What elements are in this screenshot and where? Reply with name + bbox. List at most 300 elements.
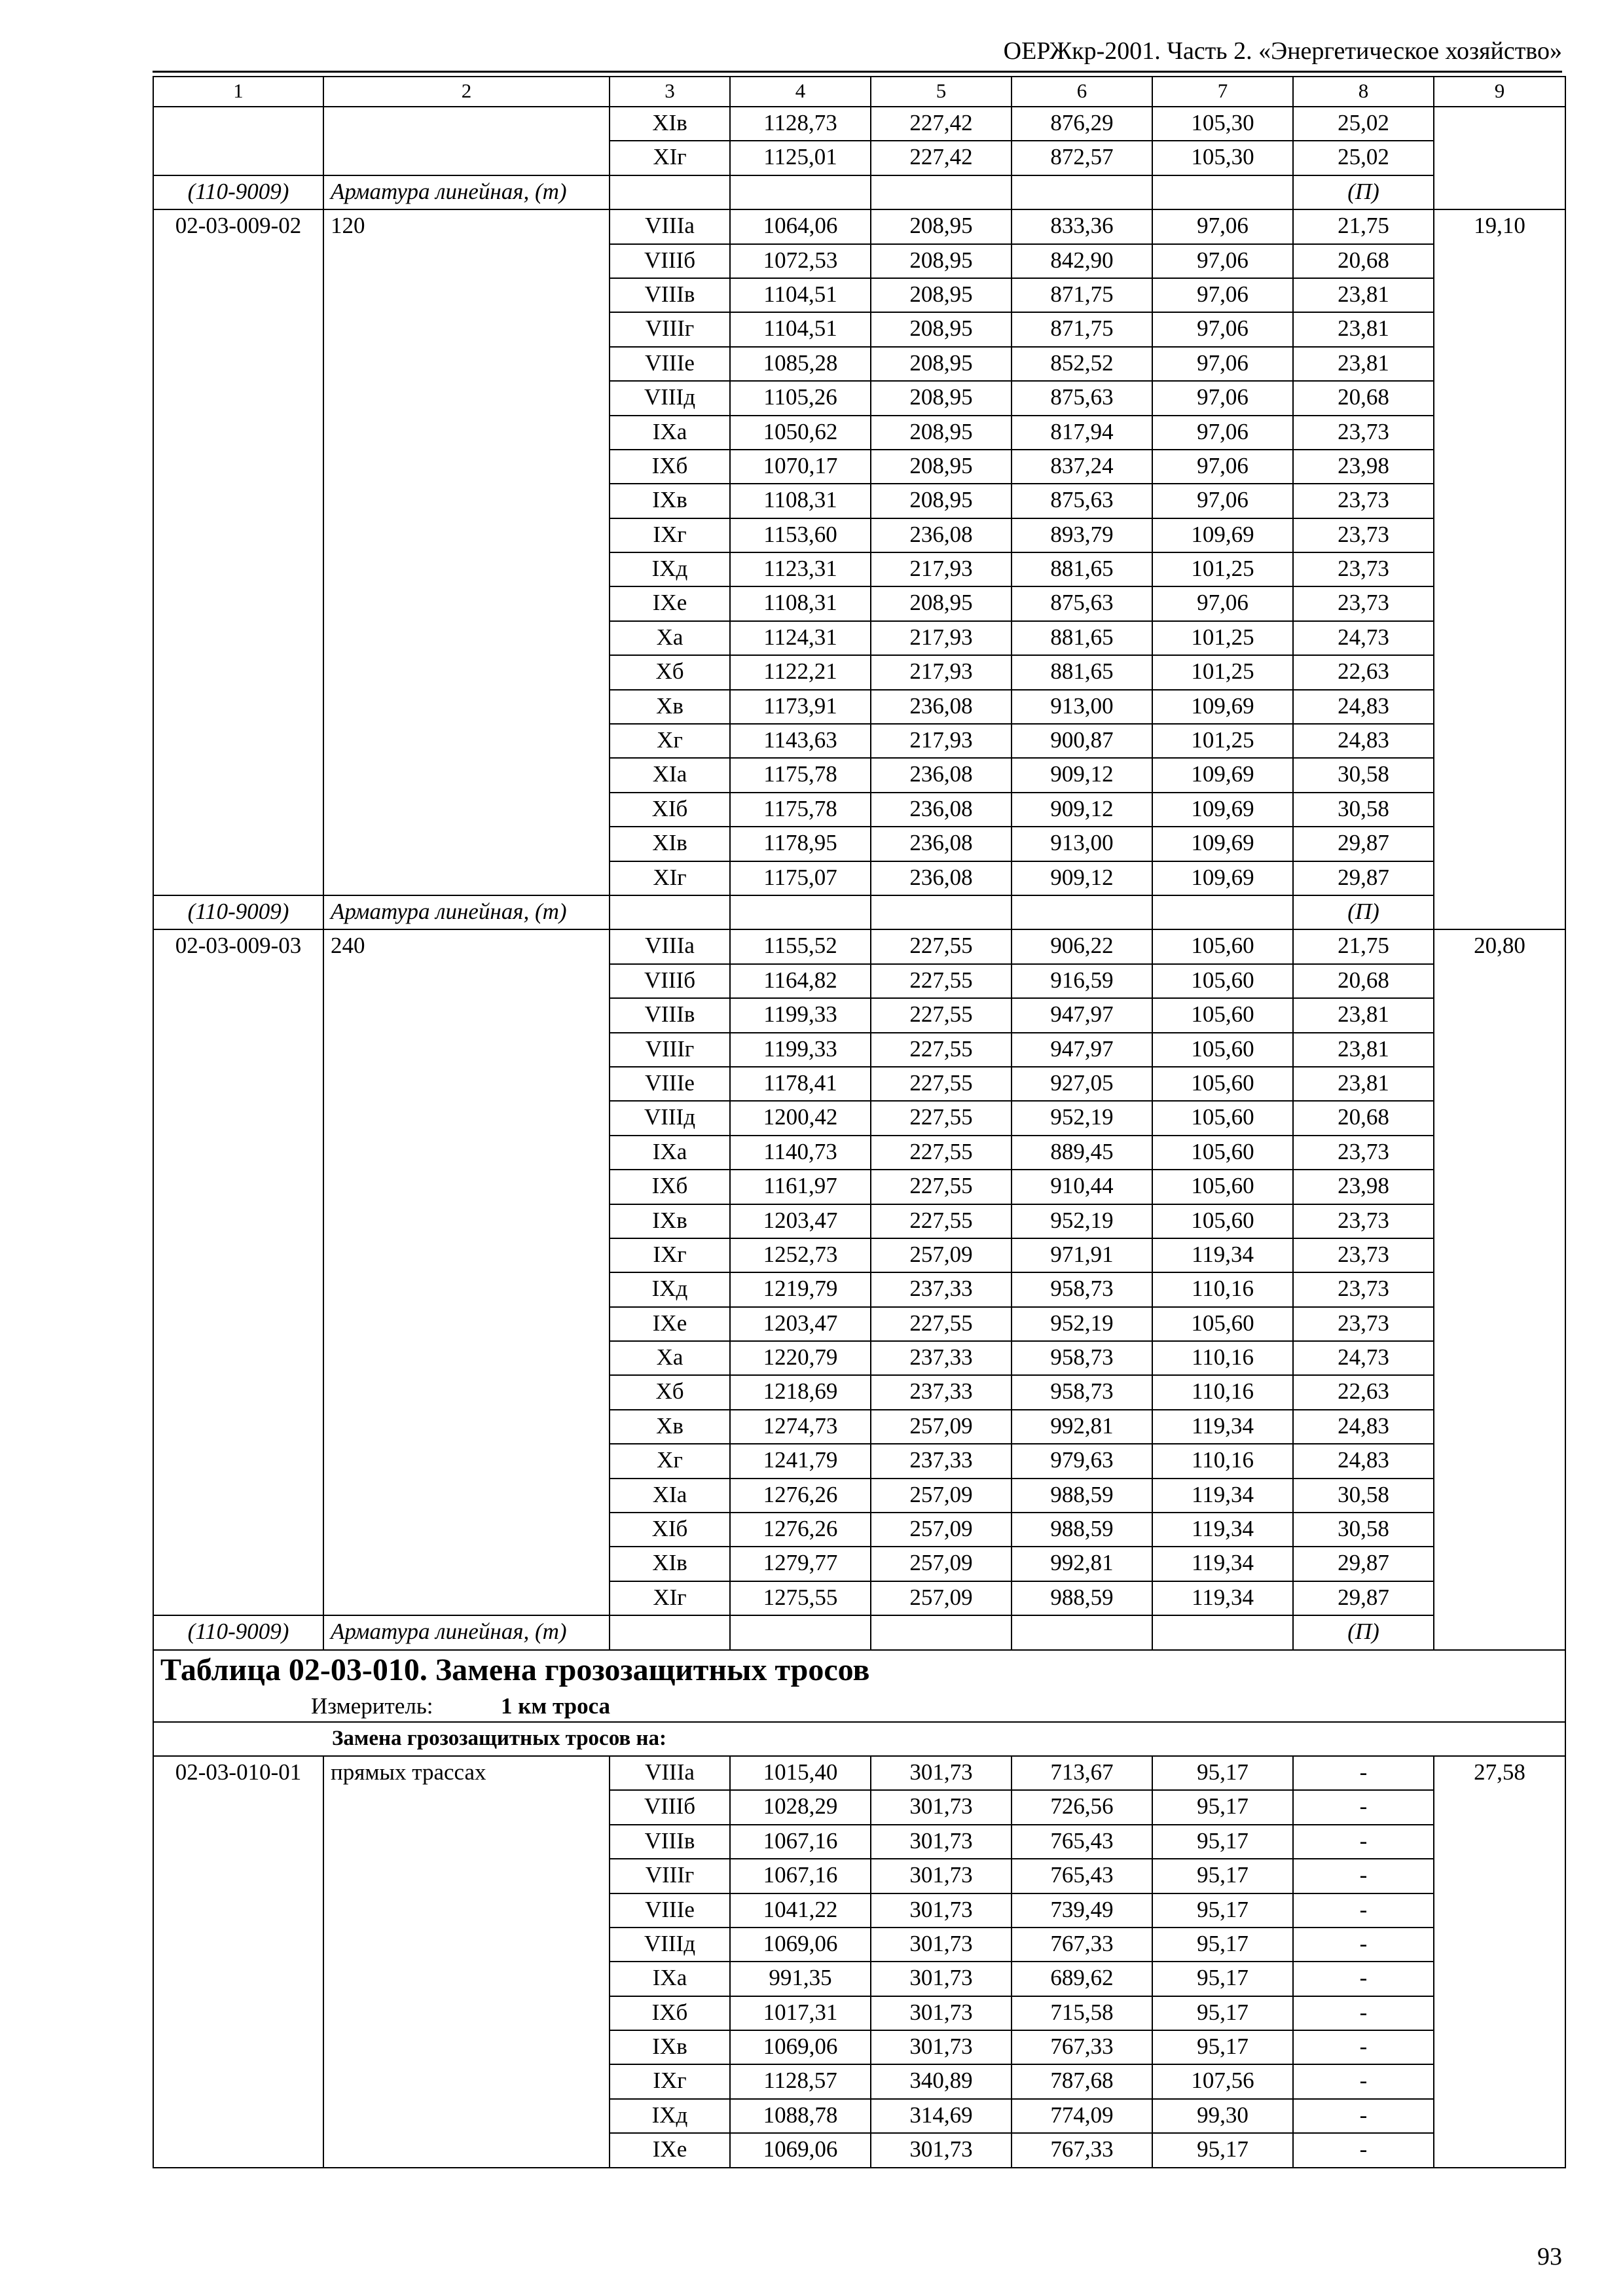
zone-cell: IXе: [610, 586, 730, 620]
machinist-wages-cell: 97,06: [1152, 450, 1293, 484]
wages-cell: 301,73: [871, 2030, 1012, 2064]
materials-cell: -: [1293, 1859, 1434, 1893]
empty-cell: [1152, 175, 1293, 209]
machinist-wages-cell: 119,34: [1152, 1410, 1293, 1444]
total-cost-cell: 1108,31: [730, 586, 871, 620]
rate-name: 240: [323, 929, 610, 1615]
machine-cost-cell: 833,36: [1012, 209, 1152, 243]
machinist-wages-cell: 105,60: [1152, 998, 1293, 1032]
wages-cell: 301,73: [871, 1790, 1012, 1824]
machine-cost-cell: 947,97: [1012, 1033, 1152, 1067]
machinist-wages-cell: 105,60: [1152, 1033, 1293, 1067]
total-cost-cell: 1064,06: [730, 209, 871, 243]
machine-cost-cell: 913,00: [1012, 690, 1152, 724]
total-cost-cell: 1178,95: [730, 827, 871, 861]
machinist-wages-cell: 105,60: [1152, 1067, 1293, 1101]
machine-cost-cell: 900,87: [1012, 724, 1152, 758]
materials-cell: -: [1293, 1825, 1434, 1859]
machine-cost-cell: 916,59: [1012, 964, 1152, 998]
materials-cell: -: [1293, 1962, 1434, 1996]
total-cost-cell: 1173,91: [730, 690, 871, 724]
zone-cell: Хв: [610, 690, 730, 724]
materials-cell: 20,68: [1293, 244, 1434, 278]
colnum-cell: 4: [730, 77, 871, 107]
machinist-wages-cell: 99,30: [1152, 2099, 1293, 2133]
machine-cost-cell: 958,73: [1012, 1272, 1152, 1306]
machine-cost-cell: 910,44: [1012, 1170, 1152, 1204]
empty-cell: [1152, 895, 1293, 929]
zone-cell: IXб: [610, 1170, 730, 1204]
zone-cell: ХIг: [610, 141, 730, 175]
subheading-row: [153, 1722, 1565, 1756]
total-cost-cell: 1067,16: [730, 1859, 871, 1893]
total-cost-cell: 1125,01: [730, 141, 871, 175]
colnum-cell: 8: [1293, 77, 1434, 107]
table-title-row: [153, 1650, 1565, 1722]
total-cost-cell: 1153,60: [730, 518, 871, 552]
machine-cost-cell: 889,45: [1012, 1136, 1152, 1170]
materials-cell: 30,58: [1293, 758, 1434, 792]
zone-cell: Хб: [610, 655, 730, 689]
machine-cost-cell: 988,59: [1012, 1581, 1152, 1615]
machine-cost-cell: 881,65: [1012, 621, 1152, 655]
wages-cell: 217,93: [871, 552, 1012, 586]
wages-cell: 257,09: [871, 1479, 1012, 1513]
materials-cell: 30,58: [1293, 793, 1434, 827]
machine-cost-cell: 689,62: [1012, 1962, 1152, 1996]
total-cost-cell: 1085,28: [730, 347, 871, 381]
empty-cell: [1012, 1615, 1152, 1649]
zone-cell: VIIIв: [610, 998, 730, 1032]
wages-cell: 227,55: [871, 1307, 1012, 1341]
running-header: ОЕРЖкр-2001. Часть 2. «Энергетическое хозяйство»: [1003, 37, 1562, 65]
machine-cost-cell: 893,79: [1012, 518, 1152, 552]
zone-cell: Хг: [610, 1444, 730, 1478]
total-cost-cell: 1069,06: [730, 1928, 871, 1962]
machinist-wages-cell: 119,34: [1152, 1547, 1293, 1581]
machinist-wages-cell: 97,06: [1152, 312, 1293, 346]
resource-name: Арматура линейная, (т): [323, 895, 610, 929]
machine-cost-cell: 837,24: [1012, 450, 1152, 484]
total-cost-cell: 1069,06: [730, 2030, 871, 2064]
machine-cost-cell: 787,68: [1012, 2064, 1152, 2098]
total-cost-cell: 1017,31: [730, 1996, 871, 2030]
machinist-wages-cell: 105,60: [1152, 1204, 1293, 1238]
machinist-wages-cell: 101,25: [1152, 655, 1293, 689]
colnum-cell: 1: [153, 77, 323, 107]
subheading: Замена грозозащитных тросов на:: [153, 1722, 1565, 1756]
machinist-wages-cell: 109,69: [1152, 758, 1293, 792]
zone-cell: VIIIе: [610, 1067, 730, 1101]
machinist-wages-cell: 109,69: [1152, 861, 1293, 895]
machinist-wages-cell: 105,60: [1152, 1101, 1293, 1135]
wages-cell: 227,55: [871, 1067, 1012, 1101]
total-cost-cell: 1069,06: [730, 2133, 871, 2167]
machine-cost-cell: 726,56: [1012, 1790, 1152, 1824]
rate-code: 02-03-010-01: [153, 1756, 323, 2168]
table-row: [153, 929, 1565, 963]
colnum-cell: 9: [1434, 77, 1565, 107]
resource-code: (110-9009): [153, 175, 323, 209]
materials-cell: 30,58: [1293, 1513, 1434, 1547]
measure-value: 1 км троса: [501, 1693, 611, 1719]
total-cost-cell: 1220,79: [730, 1341, 871, 1375]
total-cost-cell: 1199,33: [730, 1033, 871, 1067]
total-cost-cell: 1275,55: [730, 1581, 871, 1615]
materials-cell: 23,98: [1293, 450, 1434, 484]
materials-cell: -: [1293, 2133, 1434, 2167]
machinist-wages-cell: 105,30: [1152, 107, 1293, 141]
total-cost-cell: 1088,78: [730, 2099, 871, 2133]
total-cost-cell: 1067,16: [730, 1825, 871, 1859]
rate-col9: 19,10: [1434, 209, 1565, 929]
zone-cell: VIIIг: [610, 312, 730, 346]
total-cost-cell: 1128,73: [730, 107, 871, 141]
wages-cell: 208,95: [871, 347, 1012, 381]
zone-cell: IXб: [610, 1996, 730, 2030]
total-cost-cell: 1072,53: [730, 244, 871, 278]
wages-cell: 301,73: [871, 1996, 1012, 2030]
wages-cell: 217,93: [871, 621, 1012, 655]
machinist-wages-cell: 97,06: [1152, 209, 1293, 243]
machinist-wages-cell: 105,60: [1152, 929, 1293, 963]
zone-cell: VIIIд: [610, 1928, 730, 1962]
machinist-wages-cell: 97,06: [1152, 278, 1293, 312]
colnum-cell: 5: [871, 77, 1012, 107]
machinist-wages-cell: 95,17: [1152, 2030, 1293, 2064]
zone-cell: VIIIг: [610, 1859, 730, 1893]
materials-cell: 23,73: [1293, 416, 1434, 450]
wages-cell: 227,55: [871, 1136, 1012, 1170]
machine-cost-cell: 988,59: [1012, 1513, 1152, 1547]
machine-cost-cell: 992,81: [1012, 1410, 1152, 1444]
empty-cell: [871, 175, 1012, 209]
wages-cell: 257,09: [871, 1581, 1012, 1615]
machinist-wages-cell: 119,34: [1152, 1513, 1293, 1547]
machinist-wages-cell: 97,06: [1152, 416, 1293, 450]
empty-cell: [730, 1615, 871, 1649]
materials-cell: 23,73: [1293, 552, 1434, 586]
materials-cell: 23,81: [1293, 347, 1434, 381]
wages-cell: 227,55: [871, 998, 1012, 1032]
materials-cell: 23,73: [1293, 484, 1434, 518]
zone-cell: Хг: [610, 724, 730, 758]
machinist-wages-cell: 95,17: [1152, 1825, 1293, 1859]
total-cost-cell: 1155,52: [730, 929, 871, 963]
materials-cell: -: [1293, 2030, 1434, 2064]
wages-cell: 236,08: [871, 827, 1012, 861]
zone-cell: ХIг: [610, 1581, 730, 1615]
table-row: [153, 209, 1565, 243]
wages-cell: 227,55: [871, 1170, 1012, 1204]
zone-cell: ХIа: [610, 758, 730, 792]
materials-cell: 24,83: [1293, 1444, 1434, 1478]
machinist-wages-cell: 109,69: [1152, 690, 1293, 724]
total-cost-cell: 1041,22: [730, 1893, 871, 1928]
machine-cost-cell: 909,12: [1012, 758, 1152, 792]
zone-cell: IXв: [610, 2030, 730, 2064]
wages-cell: 227,55: [871, 929, 1012, 963]
resource-code: (110-9009): [153, 1615, 323, 1649]
wages-cell: 257,09: [871, 1238, 1012, 1272]
machine-cost-cell: 979,63: [1012, 1444, 1152, 1478]
resource-row: [153, 175, 1565, 209]
materials-cell: -: [1293, 1893, 1434, 1928]
machine-cost-cell: 871,75: [1012, 278, 1152, 312]
machinist-wages-cell: 101,25: [1152, 724, 1293, 758]
wages-cell: 237,33: [871, 1375, 1012, 1409]
table-title: [153, 1650, 1565, 1722]
machinist-wages-cell: 119,34: [1152, 1581, 1293, 1615]
column-numbers-row: [153, 77, 1565, 107]
machine-cost-cell: 871,75: [1012, 312, 1152, 346]
empty-cell: [610, 895, 730, 929]
wages-cell: 236,08: [871, 518, 1012, 552]
wages-cell: 236,08: [871, 758, 1012, 792]
materials-cell: 29,87: [1293, 1581, 1434, 1615]
materials-cell: 23,81: [1293, 278, 1434, 312]
total-cost-cell: 1175,78: [730, 793, 871, 827]
table-title-text: Таблица 02-03-010. Замена грозозащитных тросов: [160, 1652, 870, 1687]
zone-cell: IXа: [610, 416, 730, 450]
colnum-cell: 2: [323, 77, 610, 107]
wages-cell: 227,55: [871, 1101, 1012, 1135]
machine-cost-cell: 767,33: [1012, 2030, 1152, 2064]
resource-value: (П): [1293, 895, 1434, 929]
machinist-wages-cell: 105,60: [1152, 1170, 1293, 1204]
total-cost-cell: 1104,51: [730, 278, 871, 312]
machinist-wages-cell: 95,17: [1152, 1859, 1293, 1893]
zone-cell: VIIIб: [610, 1790, 730, 1824]
machinist-wages-cell: 105,30: [1152, 141, 1293, 175]
zone-cell: ХIв: [610, 827, 730, 861]
materials-cell: 20,68: [1293, 964, 1434, 998]
machinist-wages-cell: 109,69: [1152, 518, 1293, 552]
machinist-wages-cell: 119,34: [1152, 1238, 1293, 1272]
zone-cell: Хб: [610, 1375, 730, 1409]
materials-cell: 29,87: [1293, 861, 1434, 895]
machine-cost-cell: 765,43: [1012, 1859, 1152, 1893]
machinist-wages-cell: 101,25: [1152, 621, 1293, 655]
wages-cell: 208,95: [871, 209, 1012, 243]
materials-cell: 23,98: [1293, 1170, 1434, 1204]
materials-cell: 24,73: [1293, 1341, 1434, 1375]
materials-cell: 23,73: [1293, 518, 1434, 552]
machine-cost-cell: 952,19: [1012, 1204, 1152, 1238]
zone-cell: IXб: [610, 450, 730, 484]
zone-cell: IXд: [610, 552, 730, 586]
zone-cell: VIIIе: [610, 1893, 730, 1928]
total-cost-cell: 1276,26: [730, 1513, 871, 1547]
resource-value: (П): [1293, 175, 1434, 209]
zone-cell: VIIIа: [610, 929, 730, 963]
machinist-wages-cell: 97,06: [1152, 586, 1293, 620]
colnum-cell: 6: [1012, 77, 1152, 107]
machine-cost-cell: 872,57: [1012, 141, 1152, 175]
machinist-wages-cell: 97,06: [1152, 244, 1293, 278]
materials-cell: -: [1293, 1756, 1434, 1790]
machinist-wages-cell: 119,34: [1152, 1479, 1293, 1513]
total-cost-cell: 1028,29: [730, 1790, 871, 1824]
materials-cell: 21,75: [1293, 209, 1434, 243]
machine-cost-cell: 852,52: [1012, 347, 1152, 381]
machine-cost-cell: 876,29: [1012, 107, 1152, 141]
wages-cell: 301,73: [871, 1928, 1012, 1962]
total-cost-cell: 1276,26: [730, 1479, 871, 1513]
wages-cell: 208,95: [871, 586, 1012, 620]
empty-cell: [610, 175, 730, 209]
machinist-wages-cell: 105,60: [1152, 1307, 1293, 1341]
empty-cell: [323, 107, 610, 175]
machinist-wages-cell: 110,16: [1152, 1444, 1293, 1478]
rate-name: 120: [323, 209, 610, 895]
total-cost-cell: 1070,17: [730, 450, 871, 484]
wages-cell: 257,09: [871, 1410, 1012, 1444]
zone-cell: IXг: [610, 2064, 730, 2098]
machine-cost-cell: 817,94: [1012, 416, 1152, 450]
total-cost-cell: 1279,77: [730, 1547, 871, 1581]
wages-cell: 227,42: [871, 107, 1012, 141]
machinist-wages-cell: 97,06: [1152, 347, 1293, 381]
zone-cell: VIIIа: [610, 209, 730, 243]
wages-cell: 314,69: [871, 2099, 1012, 2133]
machinist-wages-cell: 110,16: [1152, 1375, 1293, 1409]
total-cost-cell: 1203,47: [730, 1204, 871, 1238]
wages-cell: 208,95: [871, 416, 1012, 450]
zone-cell: VIIIа: [610, 1756, 730, 1790]
materials-cell: 23,81: [1293, 312, 1434, 346]
materials-cell: -: [1293, 1996, 1434, 2030]
total-cost-cell: 1241,79: [730, 1444, 871, 1478]
total-cost-cell: 1175,07: [730, 861, 871, 895]
materials-cell: 20,68: [1293, 381, 1434, 415]
zone-cell: IXе: [610, 2133, 730, 2167]
zone-cell: IXа: [610, 1962, 730, 1996]
machinist-wages-cell: 95,17: [1152, 1962, 1293, 1996]
machine-cost-cell: 971,91: [1012, 1238, 1152, 1272]
machine-cost-cell: 952,19: [1012, 1307, 1152, 1341]
machine-cost-cell: 881,65: [1012, 552, 1152, 586]
materials-cell: 23,81: [1293, 998, 1434, 1032]
colnum-cell: 7: [1152, 77, 1293, 107]
colnum-cell: 3: [610, 77, 730, 107]
zone-cell: VIIIб: [610, 964, 730, 998]
wages-cell: 237,33: [871, 1444, 1012, 1478]
machinist-wages-cell: 109,69: [1152, 827, 1293, 861]
zone-cell: VIIIд: [610, 1101, 730, 1135]
zone-cell: VIIIд: [610, 381, 730, 415]
page-number: 93: [1537, 2243, 1562, 2270]
wages-cell: 340,89: [871, 2064, 1012, 2098]
empty-cell: [871, 895, 1012, 929]
machine-cost-cell: 992,81: [1012, 1547, 1152, 1581]
machinist-wages-cell: 95,17: [1152, 1928, 1293, 1962]
machinist-wages-cell: 97,06: [1152, 381, 1293, 415]
materials-cell: -: [1293, 2064, 1434, 2098]
zone-cell: ХIв: [610, 107, 730, 141]
zone-cell: VIIIг: [610, 1033, 730, 1067]
machinist-wages-cell: 95,17: [1152, 1996, 1293, 2030]
measure-label: Измеритель:: [311, 1693, 433, 1719]
machine-cost-cell: 713,67: [1012, 1756, 1152, 1790]
total-cost-cell: 1164,82: [730, 964, 871, 998]
table-row: [153, 107, 1565, 141]
zone-cell: VIIIе: [610, 347, 730, 381]
resource-value: (П): [1293, 1615, 1434, 1649]
materials-cell: 25,02: [1293, 107, 1434, 141]
machinist-wages-cell: 105,60: [1152, 964, 1293, 998]
machine-cost-cell: 913,00: [1012, 827, 1152, 861]
zone-cell: IXд: [610, 2099, 730, 2133]
materials-cell: 23,81: [1293, 1033, 1434, 1067]
empty-cell: [610, 1615, 730, 1649]
materials-cell: 24,73: [1293, 621, 1434, 655]
wages-cell: 257,09: [871, 1547, 1012, 1581]
resource-row: [153, 895, 1565, 929]
materials-cell: 29,87: [1293, 827, 1434, 861]
materials-cell: 21,75: [1293, 929, 1434, 963]
machine-cost-cell: 739,49: [1012, 1893, 1152, 1928]
materials-cell: 24,83: [1293, 1410, 1434, 1444]
machine-cost-cell: 875,63: [1012, 484, 1152, 518]
total-cost-cell: 1219,79: [730, 1272, 871, 1306]
resource-code: (110-9009): [153, 895, 323, 929]
total-cost-cell: 1015,40: [730, 1756, 871, 1790]
empty-cell: [1434, 107, 1565, 209]
zone-cell: Ха: [610, 621, 730, 655]
machine-cost-cell: 767,33: [1012, 1928, 1152, 1962]
machine-cost-cell: 952,19: [1012, 1101, 1152, 1135]
resource-name: Арматура линейная, (т): [323, 175, 610, 209]
machine-cost-cell: 958,73: [1012, 1341, 1152, 1375]
total-cost-cell: 1178,41: [730, 1067, 871, 1101]
zone-cell: IXе: [610, 1307, 730, 1341]
materials-cell: 30,58: [1293, 1479, 1434, 1513]
zone-cell: VIIIб: [610, 244, 730, 278]
zone-cell: VIIIв: [610, 1825, 730, 1859]
wages-cell: 227,55: [871, 1033, 1012, 1067]
wages-cell: 227,42: [871, 141, 1012, 175]
materials-cell: 20,68: [1293, 1101, 1434, 1135]
machine-cost-cell: 881,65: [1012, 655, 1152, 689]
machine-cost-cell: 906,22: [1012, 929, 1152, 963]
zone-cell: IXв: [610, 1204, 730, 1238]
zone-cell: Хв: [610, 1410, 730, 1444]
wages-cell: 227,55: [871, 964, 1012, 998]
machine-cost-cell: 958,73: [1012, 1375, 1152, 1409]
zone-cell: IXа: [610, 1136, 730, 1170]
total-cost-cell: 1199,33: [730, 998, 871, 1032]
empty-cell: [871, 1615, 1012, 1649]
machinist-wages-cell: 95,17: [1152, 2133, 1293, 2167]
zone-cell: VIIIв: [610, 278, 730, 312]
wages-cell: 208,95: [871, 484, 1012, 518]
wages-cell: 236,08: [871, 861, 1012, 895]
empty-cell: [730, 175, 871, 209]
machine-cost-cell: 715,58: [1012, 1996, 1152, 2030]
machine-cost-cell: 842,90: [1012, 244, 1152, 278]
total-cost-cell: 1161,97: [730, 1170, 871, 1204]
materials-cell: 23,73: [1293, 1136, 1434, 1170]
total-cost-cell: 1175,78: [730, 758, 871, 792]
total-cost-cell: 1128,57: [730, 2064, 871, 2098]
zone-cell: ХIб: [610, 1513, 730, 1547]
machine-cost-cell: 767,33: [1012, 2133, 1152, 2167]
zone-cell: ХIб: [610, 793, 730, 827]
machinist-wages-cell: 95,17: [1152, 1756, 1293, 1790]
wages-cell: 208,95: [871, 278, 1012, 312]
measure-line: [160, 1691, 1565, 1721]
